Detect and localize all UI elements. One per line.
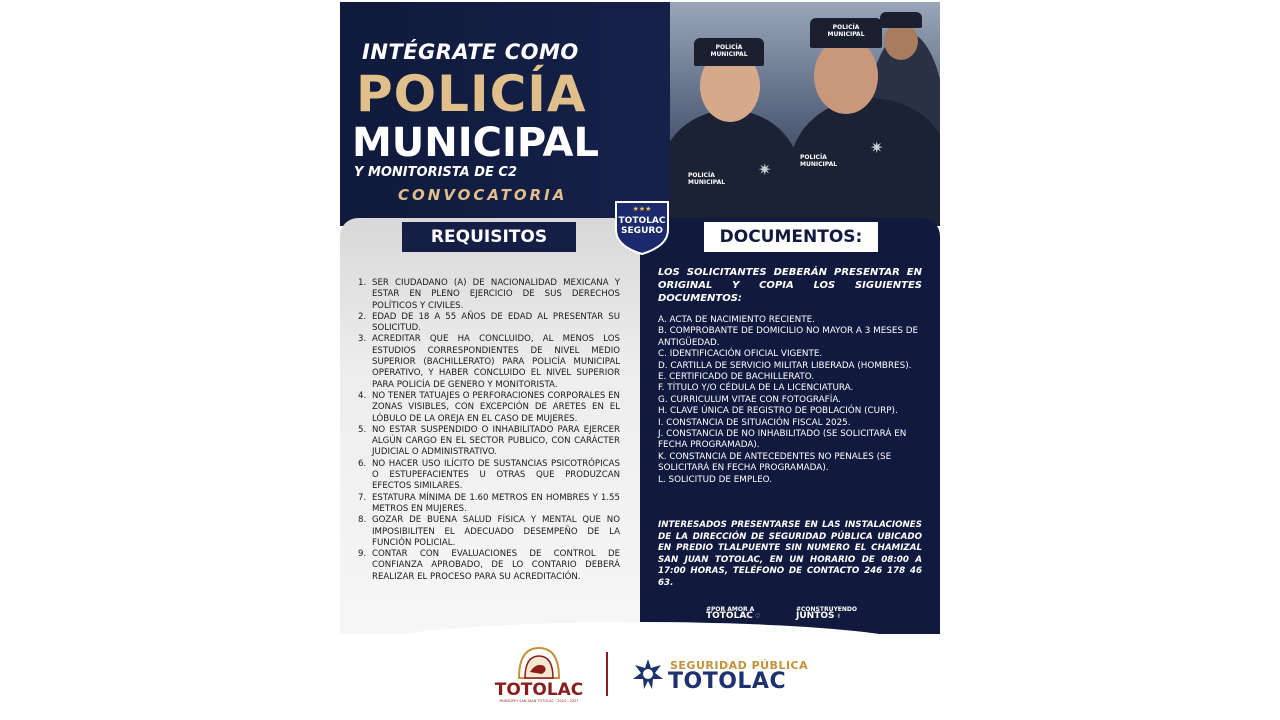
list-item: H. CLAVE ÚNICA DE REGISTRO DE POBLACIÓN (CURP). (658, 406, 898, 417)
list-item: C. IDENTIFICACIÓN OFICIAL VIGENTE. (658, 349, 823, 360)
list-item: 2. EDAD DE 18 A 55 AÑOS DE EDAD AL PRESENTAR SU SOLICITUD. (358, 311, 620, 334)
hashtag-por-amor (706, 606, 760, 620)
seguridad-publica-star-icon (632, 658, 664, 690)
list-item: F. TÍTULO Y/O CÉDULA DE LA LICENCIATURA. (658, 383, 854, 394)
shirt-label: POLICÍA MUNICIPAL (688, 172, 726, 186)
documentos-list (658, 315, 926, 486)
list-item: 9. CONTAR CON EVALUACIONES DE CONTROL DE CONFIANZA APROBADO, DE LO CONTARIO DEBERÁ REALIZAR EL PROCESO PARA SU ACREDITACIÓN. (358, 549, 620, 582)
list-item: L. SOLICITUD DE EMPLEO. (658, 474, 773, 485)
documentos-title: DOCUMENTOS: (704, 222, 878, 252)
shield-label (608, 216, 676, 236)
list-item: A. ACTA DE NACIMIENTO RECIENTE. (658, 315, 815, 325)
list-item: G. CURRICULUM VITAE CON FOTOGRAFÍA. (658, 394, 841, 405)
heart-icon: ♡ (752, 613, 761, 620)
headline-convocatoria: CONVOCATORIA (398, 186, 568, 204)
officers-photo (670, 2, 940, 226)
list-item: 8. GOZAR DE BUENA SALUD FÍSICA Y MENTAL QUE NO IMPOSIBILITEN EL ADECUADO DESEMPEÑO DE LA FUNCIÓN POLICIAL. (358, 515, 620, 548)
list-item: J. CONSTANCIA DE NO INHABILITADO (SE SOLICITARÁ EN FECHA PROGRAMADA). (658, 429, 907, 451)
documentos-intro: LOS SOLICITANTES DEBERÁN PRESENTAR EN ORIGINAL Y COPIA LOS SIGUIENTES DOCUMENTOS: (658, 267, 922, 304)
list-item: E. CERTIFICADO DE BACHILLERATO. (658, 372, 815, 383)
hashtag-construyendo-bottom: JUNTOS (796, 611, 835, 621)
list-item: 6. NO HACER USO ILÍCITO DE SUSTANCIAS PSICOTRÓPICAS O ESTUPEFACIENTES U OTRAS QUE PRODUZCAN EFECTOS SIMILARES. (358, 458, 620, 492)
shirt-label: POLICÍA MUNICIPAL (800, 154, 838, 168)
headline-integrate: INTÉGRATE COMO (362, 40, 579, 64)
contact-info: INTERESADOS PRESENTARSE EN LAS INSTALACIONES DE LA DIRECCIÓN DE SEGURIDAD PÚBLICA UBICADO EN PREDIO TLALPUENTE SIN NUMERO EL CHAMIZAL SAN JUAN TOTOLAC, EN UN HORARIO DE 08:00 A 17:00 HORAS, TELÉFONO DE CONTACTO 246 178 46 63. (658, 520, 922, 588)
cap-label: POLICÍA MUNICIPAL (710, 44, 748, 58)
headline-monitorista: Y MONITORISTA DE C2 (354, 165, 518, 180)
officer-cap (880, 12, 922, 28)
list-item: 1. SER CIUDADANO (A) DE NACIONALIDAD MEXICANA Y ESTAR EN PLENO EJERCICIO DE SUS DERECHOS POLÍTICOS Y CIVILES. (358, 278, 620, 311)
footer-totolac: TOTOLAC (668, 669, 787, 694)
hashtag-construyendo (796, 606, 857, 620)
hashtag-por-amor-top: #POR AMOR A (706, 606, 755, 613)
shield-label-line2: SEGURO (621, 226, 663, 236)
hashtag-construyendo-top: #CONSTRUYENDO (796, 606, 858, 613)
footer-divider (606, 652, 608, 696)
list-item: B. COMPROBANTE DE DOMICILIO NO MAYOR A 3 MESES DE ANTIGÜEDAD. (658, 326, 919, 348)
list-item: I. CONSTANCIA DE SITUACIÓN FISCAL 2025. (658, 417, 851, 428)
hero-banner (340, 2, 940, 226)
badge-star-icon: ✷ (758, 160, 772, 179)
footer-municipio-name: TOTOLAC (494, 680, 584, 700)
headline-municipal: MUNICIPAL (352, 120, 599, 166)
shield-label-line1: TOTOLAC (618, 216, 666, 226)
cap-label: POLICÍA MUNICIPAL (827, 24, 865, 38)
hand-icon: ✌ (834, 613, 842, 620)
list-item: 3. ACREDITAR QUE HA CONCLUIDO, AL MENOS LOS ESTUDIOS CORRESPONDIENTES DE NIVEL MEDIO SUPERIOR (BACHILLERATO) PARA POLICÍA MUNICIPAL OPERATIVO, Y HABER CONCLUIDO EL NIVEL SUPERIOR PARA POLICÍA DE GENERO Y MONITORISTA. (358, 334, 620, 390)
officer-female (670, 110, 800, 226)
requisitos-title: REQUISITOS (402, 222, 576, 252)
footer-municipio-sub: MUNICIPIO SAN JUAN TOTOLAC · 2024 - 2027 (499, 699, 579, 703)
badge-star-icon: ✷ (870, 138, 884, 157)
list-item: D. CARTILLA DE SERVICIO MILITAR LIBERADA (HOMBRES). (658, 360, 912, 371)
list-item: 4. NO TENER TATUAJES O PERFORACIONES CORPORALES EN ZONAS VISIBLES, CON EXCEPCIÓN DE ARETES EN EL LÓBULO DE LA OREJA EN EL CASO DE MUJERES. (358, 390, 620, 424)
requisitos-list (358, 278, 620, 583)
headline-policia: POLICÍA (356, 65, 587, 123)
list-item: 5. NO ESTAR SUSPENDIDO O INHABILITADO PARA EJERCER ALGÚN CARGO EN EL SECTOR PUBLICO, CON CARÁCTER JUDICIAL O ADMINISTRATIVO. (358, 424, 620, 458)
svg-text:★★★: ★★★ (632, 205, 652, 213)
officer-face (814, 38, 878, 114)
list-item: 7. ESTATURA MÍNIMA DE 1.60 METROS EN HOMBRES Y 1.55 METROS EN MUJERES. (358, 492, 620, 514)
footer-seguridad-publica: SEGURIDAD PÚBLICA (670, 659, 809, 672)
list-item: K. CONSTANCIA DE ANTECEDENTES NO PENALES (SE SOLICITARÁ EN FECHA PROGRAMADA). (658, 451, 892, 474)
hashtag-por-amor-bottom: TOTOLAC (706, 611, 753, 621)
recruitment-poster (340, 2, 940, 718)
